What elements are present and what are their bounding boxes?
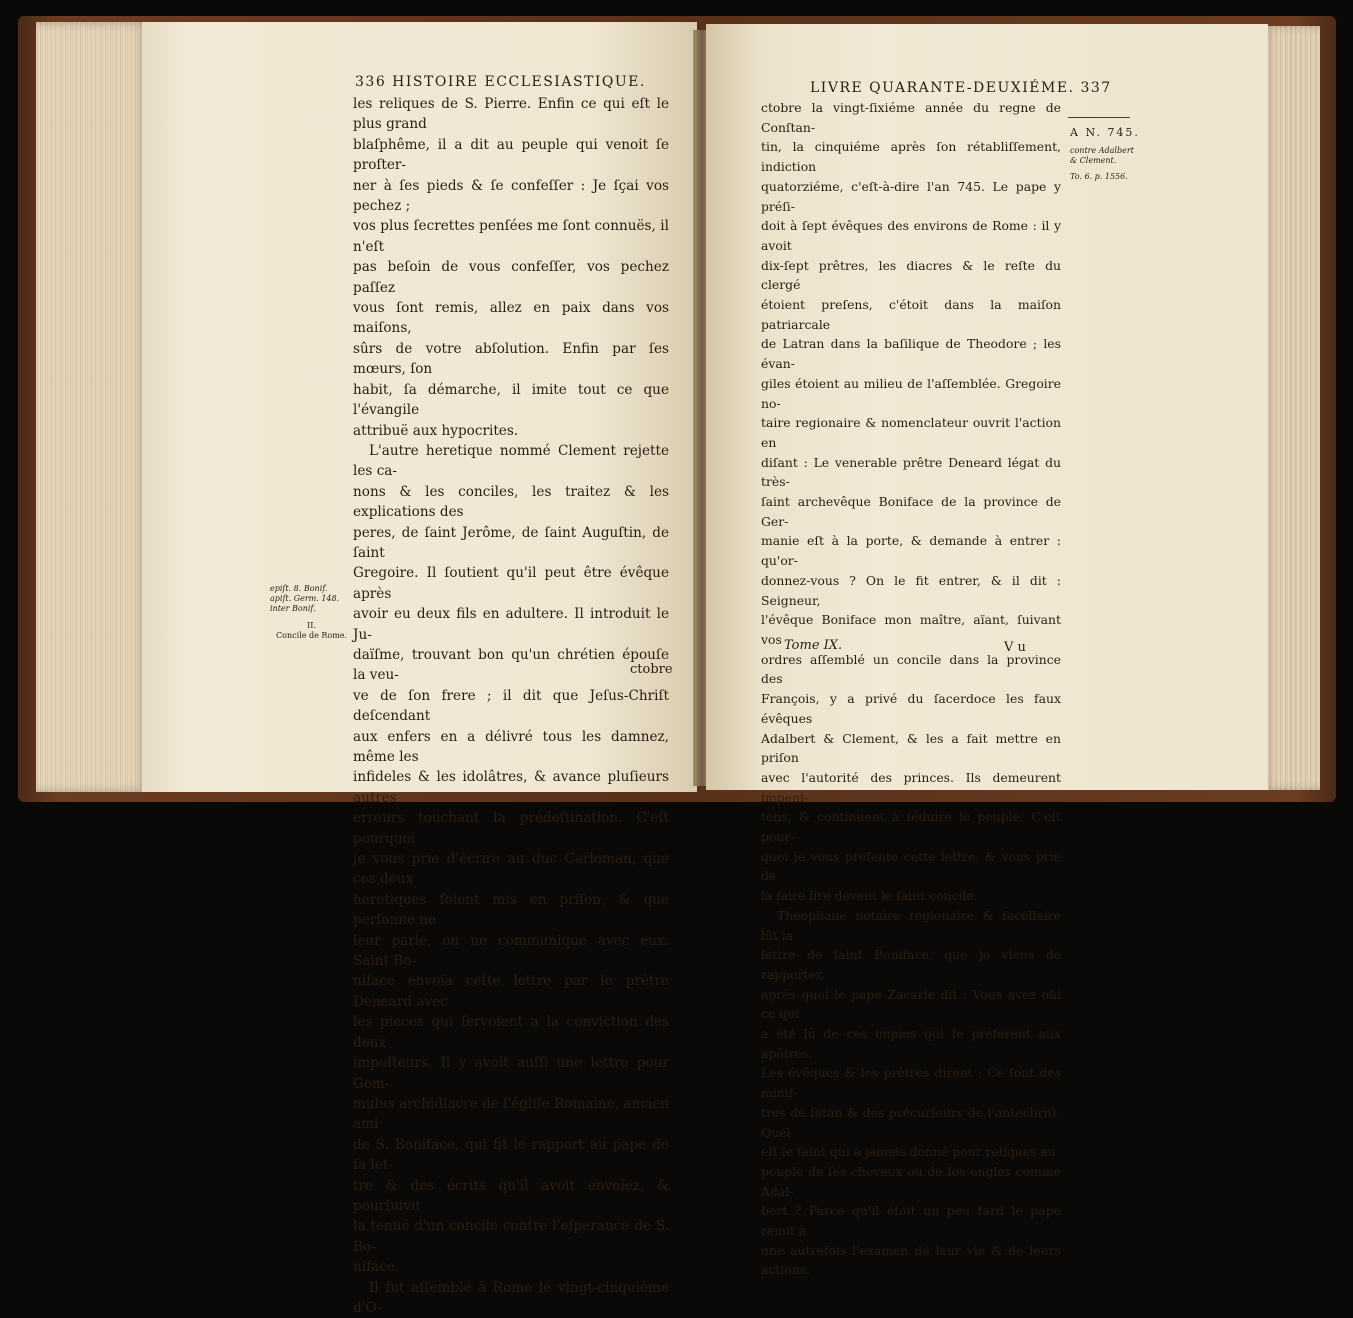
text-line: attribuë aux hypocrites. — [353, 422, 519, 439]
right-page — [706, 24, 1268, 1278]
text-line: Theophane notaire regionaire & ſacellaire lût la — [761, 907, 1061, 943]
text-line: l'évêque Boniface mon maître, aïant, ſuivant vos — [761, 612, 1061, 647]
text-line: avoir eu deux fils en adultere. Il introduit le Ju- — [353, 606, 669, 643]
text-line: Il fut aſſemblé à Rome le vingt-cinquiéme d'O- — [353, 1279, 669, 1316]
text-line: taire regionaire & nomenclateur ouvrit l'action en — [761, 415, 1061, 450]
text-line: niface envoïa cette lettre par le prêtre Deneard avec — [353, 973, 669, 1010]
right-footer-volume: Tome IX. — [784, 638, 843, 653]
text-line: Gregoire. Il ſoutient qu'il peut être évêque après — [353, 565, 669, 602]
text-line: leur parle, ou ne communique avec eux. Saint Bo- — [353, 932, 669, 970]
text-line: je vous prie d'écrire au duc Carloman, que ces deux — [353, 851, 669, 888]
text-line: eſt le ſaint qui a jamais donné pour reliques au — [761, 1144, 1056, 1160]
text-line: une autrefois l'examen de leur vie & de leurs actions. — [761, 1242, 1061, 1278]
text-line: ordres aſſemblé un concile dans la province des — [761, 651, 1061, 687]
text-line: sûrs de votre abſolution. Enfin par ſes mœurs, ſon — [353, 340, 669, 378]
text-line: les pieces qui ſervoient a la conviction des deux — [353, 1014, 669, 1051]
text-line: L'autre heretique nommé Clement rejette les ca- — [353, 442, 669, 480]
text-line: dix-ſept prêtres, les diacres & le reſte du clergé — [761, 257, 1061, 293]
section-number: II. — [307, 621, 316, 630]
text-line: la faire lire devant le ſaint concile. — [761, 888, 978, 904]
section-title: Concile de Rome. — [276, 631, 348, 640]
text-line: infideles & les idolâtres, & avance pluſieurs autres — [353, 769, 669, 806]
text-line: tens, & continuent à ſéduire le peuple. C'eſt pour- — [761, 809, 1061, 845]
text-line: ctobre la vingt-ſixiéme année du regne de Conſtan- — [761, 100, 1061, 135]
left-margin-section — [276, 621, 347, 641]
text-line: Adalbert & Clement, & les a fait mettre en priſon — [761, 730, 1061, 766]
text-line: diſant : Le venerable prêtre Deneard légat du très- — [761, 454, 1061, 490]
margin-citation-line: apiſt. Germ. 148. — [270, 594, 340, 603]
text-line: manie eſt à la porte, & demande à entrer : qu'or- — [761, 533, 1061, 569]
text-line: giles étoient au milieu de l'aſſemblée. Gregoire no- — [761, 375, 1061, 411]
margin-note-line: & Clement. — [1070, 156, 1117, 165]
text-line: avec l'autorité des princes. Ils demeurent impeni- — [761, 769, 1061, 805]
text-line: peres, de ſaint Jerôme, de ſaint Auguſtin, de ſaint — [353, 524, 669, 561]
left-body-text — [353, 94, 669, 1318]
text-line: après quoi le pape Zacarie dit : Vous avez oüi ce qui — [761, 986, 1061, 1022]
text-line: vos plus ſecrettes penſées me ſont connuës, il n'eſt — [353, 218, 669, 255]
text-line: ſaint archevêque Boniface de la province de Ger- — [761, 494, 1061, 529]
text-line: mulus archidiacre de l'égliſe Romaine, ancien ami — [353, 1095, 669, 1133]
text-line: heretiques ſoient mis en priſon, & que perſonne ne — [353, 891, 669, 929]
text-line: lettre de ſaint Boniface, que je viens de rapporter, — [761, 947, 1061, 982]
text-line: tre & des écrits qu'il avoit envoïez, & pourſuivit — [353, 1177, 669, 1214]
text-line: doit à ſept évêques des environs de Rome : il y avoit — [761, 218, 1061, 253]
text-line: blaſphême, il a dit au peuple qui venoit ſe proſter- — [353, 136, 669, 174]
margin-rule — [1068, 117, 1130, 118]
left-page-edges — [36, 22, 148, 792]
text-line: Les évêques & les prêtres dirent : Ce ſont des miniſ- — [761, 1065, 1061, 1101]
text-line: vous ſont remis, allez en paix dans vos maiſons, — [353, 300, 669, 337]
text-line: impoſteurs. Il y avoit auſſi une lettre pour Gem- — [353, 1055, 669, 1092]
text-line: donnez-vous ? On le fit entrer, & il dit : Seigneur, — [761, 572, 1061, 608]
left-catchword: ctobre — [630, 662, 673, 677]
margin-note-line: contre Adalbert — [1070, 146, 1134, 155]
text-line: daïſme, trouvant bon qu'un chrétien épouſe la veu- — [353, 646, 669, 684]
text-line: quatorziéme, c'eſt-à-dire l'an 745. Le pape y préſi- — [761, 178, 1061, 214]
text-line: aux enfers en a délivré tous les damnez, même les — [353, 728, 669, 765]
text-line: de Latran dans la baſilique de Theodore ; les évan- — [761, 336, 1061, 372]
right-page-edges — [1262, 26, 1320, 790]
left-running-header: 336 HISTOIRE ECCLESIASTIQUE. — [355, 74, 646, 90]
right-margin-note — [1070, 146, 1134, 182]
text-line: pas beſoin de vous confeſſer, vos pechez paſſez — [353, 259, 669, 296]
right-body-text — [761, 98, 1061, 1280]
margin-note-line: To. 6. p. 1556. — [1070, 172, 1128, 181]
text-line: de S. Boniface, qui fit le rapport au pape de ſa let- — [353, 1136, 669, 1174]
right-footer-signature: V u — [1004, 640, 1026, 655]
text-line: peuple de ſes cheveux ou de ſes ongles comme Adal- — [761, 1163, 1061, 1199]
left-page — [142, 22, 697, 1316]
left-margin-citation — [270, 584, 339, 614]
text-line: erreurs touchant la prédeſtination. C'eſt pourquoi — [353, 810, 669, 847]
right-running-header: LIVRE QUARANTE-DEUXIÉME. 337 — [810, 80, 1112, 96]
text-line: a été lû de ces impies qui ſe préferent aux apôtres. — [761, 1026, 1061, 1061]
text-line: François, y a privé du ſacerdoce les faux évêques — [761, 691, 1061, 726]
text-line: ner à ſes pieds & ſe confeſſer : Je ſçai vos pechez ; — [353, 177, 669, 215]
text-line: habit, ſa démarche, il imite tout ce que l'évangile — [353, 381, 669, 419]
text-line: tres de ſatan & des précurſeurs de l'antechriſt. Quel — [761, 1104, 1061, 1140]
margin-citation-line: epiſt. 8. Bonif. — [270, 584, 328, 593]
margin-citation-line: inter Bonif. — [270, 604, 316, 613]
text-line: niface. — [353, 1259, 400, 1276]
text-line: étoient preſens, c'étoit dans la maiſon patriarcale — [761, 297, 1061, 332]
text-line: ve de ſon frere ; il dit que Jeſus-Chriſt deſcendant — [353, 687, 669, 725]
text-line: les reliques de S. Pierre. Enfin ce qui eſt le plus grand — [353, 96, 669, 133]
text-line: la tenuë d'un concile contre l'eſperance de S. Bo- — [353, 1218, 669, 1255]
right-margin-year: A N. 745. — [1070, 126, 1140, 139]
text-line: tin, la cinquiéme après ſon rétabliſſement, indiction — [761, 139, 1061, 175]
text-line: bert ? Parce qu'il étoit un peu tard le pape remit à — [761, 1203, 1061, 1239]
text-line: quoi je vous preſente cette lettre, & vous prie de — [761, 848, 1061, 884]
text-line: nons & les conciles, les traitez & les explications des — [353, 483, 669, 521]
